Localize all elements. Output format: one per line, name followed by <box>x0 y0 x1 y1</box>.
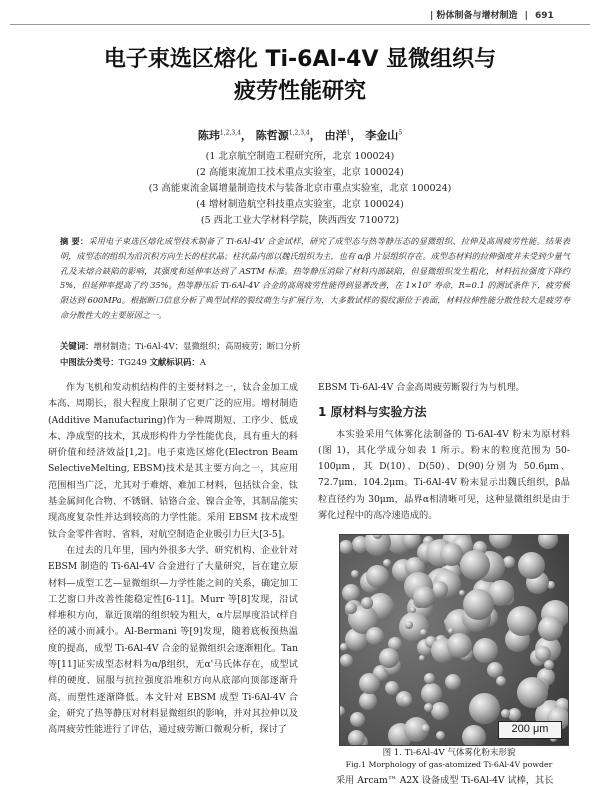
keywords-label: 关键词： <box>60 341 94 351</box>
powder-particle <box>518 552 545 579</box>
scale-bar: 200 μm <box>498 721 562 739</box>
powder-particle <box>351 570 359 578</box>
header-rule <box>10 24 590 25</box>
left-column <box>48 380 298 739</box>
powder-particle <box>421 683 442 704</box>
powder-particle <box>421 724 430 733</box>
powder-particle <box>544 660 554 670</box>
header-separator: | <box>524 11 528 21</box>
powder-particle <box>469 693 500 724</box>
keywords-text: 增材制造；Ti-6Al-4V；显微组织；高周疲劳；断口分析 <box>93 341 301 351</box>
figure-caption-en: Fig.1 Morphology of gas-atomized Ti-6Al-4V powder <box>345 760 553 769</box>
powder-particle <box>339 706 345 716</box>
classification-label: 中图法分类号： <box>60 357 119 367</box>
powder-particle <box>348 730 365 746</box>
author: 陈哲源 <box>255 129 289 142</box>
powder-particle <box>410 607 416 613</box>
paper-title-line-2: 疲劳性能研究 <box>233 79 366 104</box>
author-affil: 1 <box>346 129 351 137</box>
affiliation: (5 西北工业大学材料学院，陕西西安 710072) <box>200 215 400 226</box>
author-list: 陈玮$^{1,2,3,4}$， 陈哲源$^{1,2,3,4}$， 由洋$^1$， 李金山$^5$ <box>197 129 403 142</box>
running-header <box>430 8 590 22</box>
powder-particle <box>413 586 435 608</box>
paper-title-line-1: 电子束选区熔化 Ti-6Al-4V 显微组织与 <box>103 47 497 72</box>
powder-particle <box>538 534 558 549</box>
powder-particle <box>473 638 498 663</box>
abstract <box>60 234 570 323</box>
header-bar-mark: | <box>430 11 434 21</box>
powder-particle <box>361 597 373 609</box>
right-column <box>318 380 570 524</box>
body-paragraph: EBSM Ti-6Al-4V 合金高周疲劳断裂行为与机理。 <box>318 382 525 393</box>
keywords <box>60 340 570 352</box>
powder-particle <box>424 673 435 684</box>
powder-particle <box>359 692 377 710</box>
author: 李金山 <box>365 129 399 142</box>
powder-particle <box>436 731 445 740</box>
powder-particle <box>460 550 490 580</box>
powder-particle <box>517 677 548 708</box>
body-paragraph: 本实验采用气体雾化法制备的 Ti-6Al-4V 粉末为原材料(图 1)，其化学成分如表 1 所示。粉末的粒度范围为 50-100μm，其 D(10)、D(50)、D(90)分别为 50.6μm、72.7μm、104.2μm。Ti-6Al-4V 粉末显示出魏氏组织，β晶粒直径约为 30μm，晶界α相清晰可见，这种显微组织是由于雾化过程中的高冷速造成的。 <box>318 428 570 522</box>
powder-particle <box>424 703 433 712</box>
powder-particle <box>350 712 365 727</box>
author-affil: 1,2,3,4 <box>219 129 241 137</box>
doc-code-label: 文献标识码： <box>149 357 200 367</box>
affiliation: (2 高能束流加工技术重点实验室，北京 100024) <box>196 167 404 178</box>
powder-particle <box>339 540 353 554</box>
author: 由洋 <box>324 129 347 142</box>
journal-section: 粉体制备与增材制造 <box>436 11 518 21</box>
affiliation: (1 北京航空制造工程研究所，北京 100024) <box>205 151 395 162</box>
powder-particle <box>508 708 521 721</box>
body-paragraph: 在过去的几年里，国内外很多大学、研究机构、企业针对 EBSM 制造的 Ti-6Al-4V 合金进行了大量研究，旨在建立原材料—成型工艺—显微组织—力学性能之间的关系，确定加工工艺窗口并改善性能稳定性[6-11]。Murr 等[8]发现，沿试样堆积方向，靠近顶端的组织较为粗大，α片层厚度沿试样自径的减小而减小。Al-Bermani 等[9]发现，随着底板预热温度的提高，成型 Ti-6Al-4V 合金的显微组织会逐渐粗化。Tan 等[11]证实成型态材料为α/β组织，无α'马氏体存在，成型试样的硬度、屈服与抗拉强度沿堆积方向从底部向顶部逐渐升高，而塑性逐渐降低。本文针对 EBSM 成型 Ti-6Al-4V 合金，研究了热等静压对材料显微组织的影响，并对其拉伸以及高周疲劳性能进行了评估，通过疲劳断口微观分析，探讨了 <box>48 544 298 736</box>
powder-particle <box>366 565 389 588</box>
powder-particle <box>340 654 353 667</box>
classification-value: TG249 <box>118 357 147 367</box>
classification <box>60 356 570 368</box>
powder-particle <box>489 534 512 549</box>
powder-particle <box>420 629 427 636</box>
section-heading: 1 原材料与实验方法 <box>318 405 427 420</box>
powder-particle <box>463 589 494 620</box>
affiliation: (4 增材制造航空科技重点实验室，北京 100024) <box>196 199 404 210</box>
powder-particle <box>496 676 506 686</box>
affiliation: (3 高能束流金属增量制造技术与装备北京市重点实验室，北京 100024) <box>148 183 452 194</box>
powder-micrograph <box>339 534 569 746</box>
powder-particle <box>445 674 461 690</box>
body-paragraph-continued: 采用 Arcam™ A2X 设备成型 Ti-6Al-4V 试棒，其长 <box>336 775 554 786</box>
author-affil: 1,2,3,4 <box>288 129 310 137</box>
body-paragraph: 作为飞机和发动机结构件的主要材料之一，钛合金加工成本高、周期长，很大程度上限制了它更广泛的应用。增材制造(Additive Manufacturing)作为一种周期短、工序少、低成本、净成型的技术，其成形构件力学性能优良，具有重大的科研价值和经济效益[1,2]。电子束选区熔化(Electron Beam SelectiveMelting, EBSM)技术是其主要方向之一，其应用范围相当广泛，尤其对于难熔、难加工材料，包括钛合金、钛基金属间化合物、不锈钢、钴铬合金、镍合金等，其制品能实现高度复杂性并达到较高的力学性能。采用 EBSM 技术成型钛合金零件省时、省料，对航空制造企业吸引力巨大[3-5]。 <box>48 382 298 540</box>
powder-particle <box>399 612 429 642</box>
author: 陈玮 <box>197 129 220 142</box>
page-number: 691 <box>535 11 554 21</box>
powder-particle <box>459 590 465 596</box>
powder-particle <box>385 681 399 695</box>
powder-particle <box>401 695 412 706</box>
powder-particle <box>366 627 384 645</box>
author-affil: 5 <box>398 129 403 137</box>
abstract-text: 采用电子束选区熔化成型技术制备了 Ti-6Al-4V 合金试样，研究了成型态与热等静压态的显微组织、拉伸及高周疲劳性能。结果表明，成型态的组织为沿沉积方向生长的柱状晶；柱状晶内部以魏氏组织为主，也有 α/β 片层组织存在。成型态材料的拉伸强度并未受到少量气孔及未熔合缺陷的影响，其强度和延伸率达到了 ASTM 标准。热等静压消除了材料内部缺陷，但显微组织发生粗化，材料抗拉强度下降约 5%，但延伸率提高了约 35%。热等静压后 Ti-6Al-4V 合金的高周疲劳性能得到显著改善，在 1×10⁷ 寿命，R=0.1 的测试条件下，疲劳极限达到 600MPa。根据断口信息分析了典型试样的裂纹萌生与扩展行为，大多数试样的裂纹源位于表面，材料拉伸性能分散性较大是疲劳寿命分散性大的主要原因之一。 <box>60 236 570 320</box>
powder-particle <box>462 725 486 746</box>
powder-particle <box>345 602 357 614</box>
doc-code-value: A <box>199 357 206 367</box>
powder-particle <box>431 702 449 720</box>
powder-particle <box>379 648 399 668</box>
powder-particle <box>501 709 510 718</box>
powder-particle <box>359 673 380 694</box>
powder-particle <box>383 559 391 567</box>
powder-particle <box>340 643 348 651</box>
powder-particle <box>538 616 563 641</box>
powder-particle <box>507 606 537 636</box>
figure-caption-cn: 图 1. Ti-6Al-4V 气体雾化粉末形貌 <box>382 748 516 758</box>
powder-particle <box>447 633 472 658</box>
powder-particle <box>448 628 454 634</box>
powder-particle <box>405 621 413 629</box>
abstract-label: 摘 要： <box>60 236 89 246</box>
